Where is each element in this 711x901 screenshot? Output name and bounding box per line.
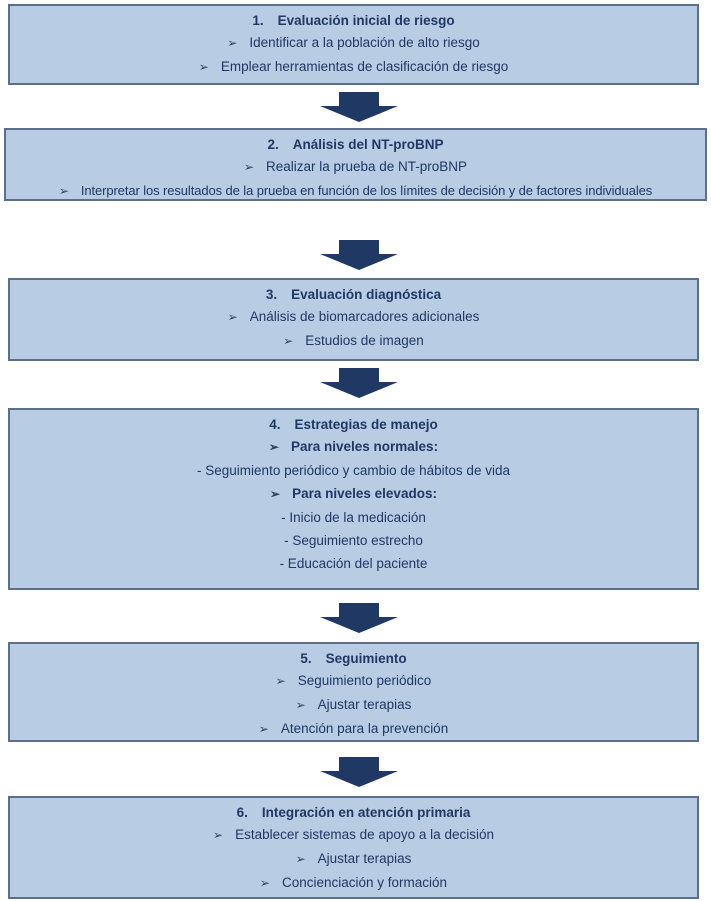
step-4-item-4: - Inicio de la medicación [281,510,426,525]
step-4-item-3: ➢ Para niveles elevados: [10,482,697,506]
down-arrow-icon [320,757,398,787]
step-4-box [8,408,699,590]
down-arrow-icon [320,240,398,270]
step-1-title: 1. Evaluación inicial de riesgo [252,13,455,28]
step-4-item-6: - Educación del paciente [279,556,428,571]
step-5-title: 5. Seguimiento [300,651,407,666]
step-5-box [8,642,699,742]
step-6-box [8,796,699,899]
step-3-item-2: ➢ Estudios de imagen [10,329,697,353]
step-1-item-2: ➢ Emplear herramientas de clasificación de riesgo [10,55,697,79]
step-2-item-1: ➢ Realizar la prueba de NT-proBNP [6,155,705,179]
step-2-title: 2. Análisis del NT-proBNP [267,137,444,152]
step-6-item-3: ➢ Concienciación y formación [10,871,697,895]
step-4-title: 4. Estrategias de manejo [269,417,438,432]
step-4-item-2: - Seguimiento periódico y cambio de hábitos de vida [197,463,510,478]
step-5-item-3: ➢ Atención para la prevención [10,717,697,741]
step-6-item-2: ➢ Ajustar terapias [10,847,697,871]
step-5-item-1: ➢ Seguimiento periódico [10,669,697,693]
down-arrow-icon [320,92,398,122]
step-6-title: 6. Integración en atención primaria [236,805,471,820]
step-4-item-1: ➢ Para niveles normales: [10,435,697,459]
step-2-box [4,128,707,201]
step-6-item-1: ➢ Establecer sistemas de apoyo a la decisión [10,823,697,847]
step-4-item-5: - Seguimiento estrecho [284,533,423,548]
down-arrow-icon [320,603,398,633]
step-3-item-1: ➢ Análisis de biomarcadores adicionales [10,305,697,329]
step-3-box [8,278,699,361]
step-3-title: 3. Evaluación diagnóstica [265,287,442,302]
step-1-item-1: ➢ Identificar a la población de alto riesgo [10,31,697,55]
down-arrow-icon [320,368,398,398]
step-5-item-2: ➢ Ajustar terapias [10,693,697,717]
step-2-item-2: ➢ Interpretar los resultados de la prueba en función de los límites de decisión y de factores individuales [6,179,705,203]
step-1-box [8,4,699,85]
